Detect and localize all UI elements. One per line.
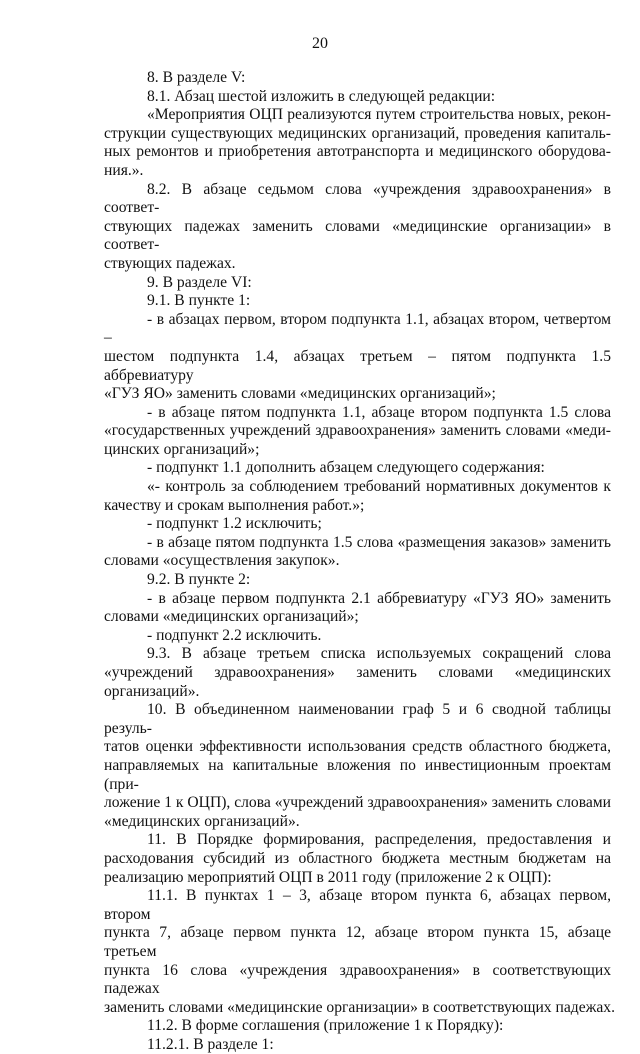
- text-line: ложение 1 к ОЦП), слова «учреждений здравоохранения» заменить словами: [104, 794, 611, 812]
- text-line: расходования субсидий из областного бюджета местным бюджетам на: [104, 849, 611, 867]
- paragraph: [104, 292, 611, 311]
- text-line: словами «медицинских организаций»;: [104, 608, 359, 626]
- text-line: - подпункт 1.1 дополнить абзацем следующего содержания:: [147, 459, 545, 477]
- text-line: цинских организаций»;: [104, 440, 260, 458]
- text-line: - в абзацах первом, втором подпункта 1.1, абзацах втором, четвертом –: [104, 310, 611, 347]
- text-line: шестом подпункта 1.4, абзацах третьем – пятом подпункта 1.5 аббревиатуру: [104, 347, 611, 384]
- paragraph: [104, 534, 611, 571]
- text-line: «медицинских организаций».: [104, 812, 300, 830]
- text-line: ствующих падежах заменить словами «медицинские организации» в соответ-: [104, 217, 611, 254]
- paragraph: [104, 887, 615, 1017]
- text-line: «- контроль за соблюдением требований нормативных документов к: [147, 478, 611, 496]
- text-line: пункта 7, абзаце первом пункта 12, абзаце втором пункта 15, абзаце третьем: [104, 924, 611, 960]
- text-line: 8. В разделе V:: [147, 69, 246, 86]
- text-line: - в абзаце первом подпункта 2.1 аббревиатуру «ГУЗ ЯО» заменить: [147, 589, 611, 607]
- text-line: 9.2. В пункте 2:: [147, 571, 251, 589]
- text-line: 11.2.1. В разделе 1:: [147, 1035, 274, 1053]
- text-line: ствующих падежах.: [104, 254, 236, 272]
- text-line: - в абзаце пятом подпункта 1.1, абзаце втором подпункта 1.5 слова: [147, 403, 611, 421]
- text-line: 11. В Порядке формирования, распределения, предоставления и: [147, 831, 611, 849]
- paragraph: [104, 69, 611, 88]
- text-line: ных ремонтов и приобретения автотранспорта и медицинского оборудова-: [104, 143, 611, 161]
- paragraph: [104, 645, 611, 701]
- paragraph: [104, 478, 611, 515]
- text-line: 8.1. Абзац шестой изложить в следующей редакции:: [147, 87, 496, 105]
- paragraph: [104, 831, 611, 887]
- text-line: - подпункт 1.2 исключить;: [147, 515, 322, 533]
- text-line: «государственных учреждений здравоохранения» заменить словами «меди-: [104, 422, 611, 440]
- text-line: «Мероприятия ОЦП реализуются путем строительства новых, рекон-: [147, 106, 611, 124]
- text-line: - в абзаце пятом подпункта 1.5 слова «размещения заказов» заменить: [147, 533, 611, 551]
- text-line: 10. В объединенном наименовании граф 5 и 6 сводной таблицы резуль-: [104, 701, 611, 737]
- paragraph: [104, 1017, 611, 1036]
- text-line: - подпункт 2.2 исключить.: [147, 626, 322, 644]
- document-body: [104, 69, 615, 1054]
- paragraph: [104, 88, 611, 107]
- text-line: татов оценки эффективности использования средств областного бюджета,: [104, 738, 611, 756]
- paragraph: [104, 181, 611, 274]
- paragraph: [104, 274, 611, 293]
- page-number: 20: [312, 35, 328, 52]
- paragraph: [104, 106, 611, 180]
- paragraph: [104, 571, 611, 590]
- text-line: реализацию мероприятий ОЦП в 2011 году (приложение 2 к ОЦП):: [104, 868, 552, 886]
- text-line: заменить словами «медицинские организации» в соответствующих падежах.: [104, 998, 615, 1016]
- text-line: организаций».: [104, 682, 200, 700]
- text-line: «ГУЗ ЯО» заменить словами «медицинских организаций»;: [104, 385, 496, 403]
- paragraph: [104, 404, 611, 460]
- paragraph: [104, 590, 611, 627]
- paragraph: [104, 459, 611, 478]
- text-line: «учреждений здравоохранения» заменить словами «медицинских: [104, 664, 611, 681]
- text-line: струкции существующих медицинских организаций, проведения капиталь-: [104, 124, 611, 142]
- text-line: направляемых на капитальные вложения по инвестиционным проектам (при-: [104, 756, 611, 793]
- paragraph: [104, 627, 611, 646]
- text-line: качеству и срокам выполнения работ.»;: [104, 496, 365, 514]
- text-line: 11.2. В форме соглашения (приложение 1 к Порядку):: [147, 1017, 504, 1035]
- paragraph: [104, 701, 611, 831]
- text-line: 8.2. В абзаце седьмом слова «учреждения здравоохранения» в соответ-: [104, 180, 611, 217]
- text-line: 9.3. В абзаце третьем списка используемых сокращений слова: [147, 645, 611, 663]
- text-line: 9. В разделе VI:: [147, 273, 252, 291]
- text-line: словами «осуществления закупок».: [104, 552, 340, 570]
- text-line: 9.1. В пункте 1:: [147, 292, 251, 310]
- paragraph: [104, 515, 611, 534]
- paragraph: [104, 311, 611, 404]
- paragraph: [104, 1036, 611, 1054]
- text-line: 11.1. В пунктах 1 – 3, абзаце втором пункта 6, абзацах первом, втором: [104, 887, 611, 923]
- text-line: ния.».: [104, 161, 144, 179]
- text-line: пункта 16 слова «учреждения здравоохранения» в соответствующих падежах: [104, 961, 611, 998]
